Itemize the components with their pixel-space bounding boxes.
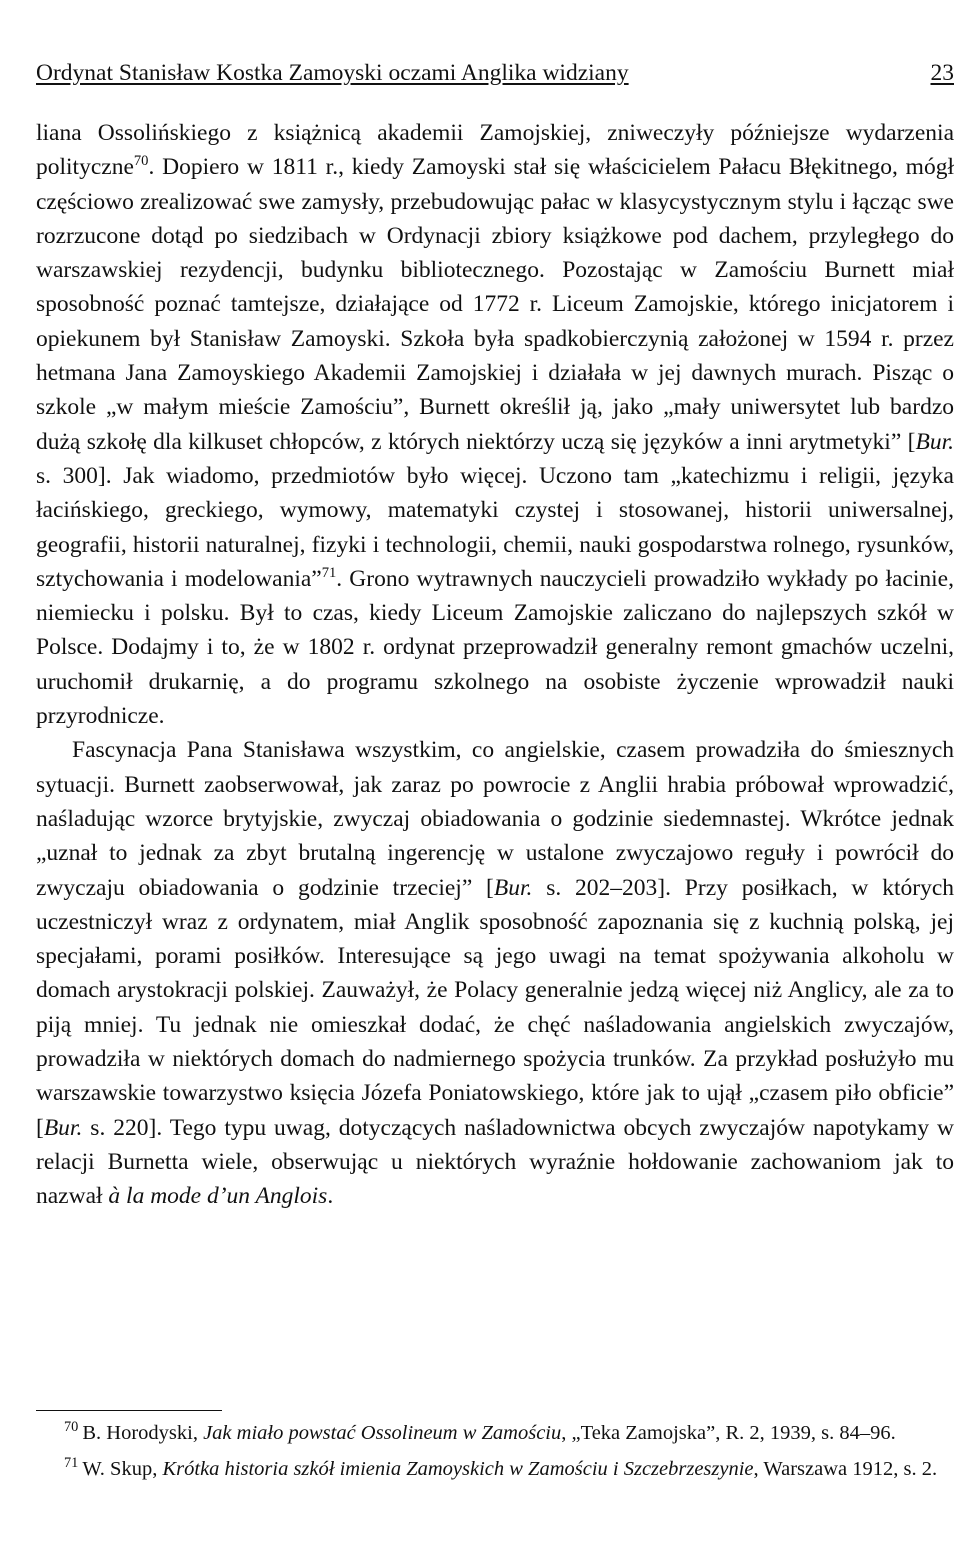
- footnote-title: Jak miało powstać Ossolineum w Zamościu: [203, 1422, 562, 1444]
- citation-abbrev: Bur.: [915, 428, 954, 455]
- footnote-number: 71: [64, 1455, 79, 1472]
- footnote-title: Krótka historia szkół imienia Zamoyskich w Zamościu i Szczebrzeszynie: [162, 1458, 754, 1480]
- paragraph-1-text-b: . Dopiero w 1811 r., kiedy Zamoyski stał się właścicielem Pałacu Błękitnego, mógł częściowo zrealizować swe zamysły, przebudowując pałac w klasycystycznym stylu i łącząc swe rozrzucone dotąd po siedzibach w Ordynacji zbiory książkowe pod dachem, przyległego do warszawskiej rezydencji, budynku bibliotecznego. Pozostając w Zamościu Burnett miał sposobność poznać tamtejsze, działające od 1772 r. Liceum Zamojskie, którego inicjatorem i opiekunem był Stanisław Zamoyski. Szkoła była spadkobierczynią założonej w 1594 r. przez hetmana Jana Zamoyskiego Akademii Zamojskiej i działała w jej dawnych murach. Pisząc o szkole „w małym mieście Zamościu”, Burnett określił ją, jako „mały uniwersytet lub bardzo dużą szkołę dla kilkuset chłopców, z których niektórzy uczą się języków a inni arytmetyki” [: [36, 154, 954, 455]
- footnote-ref-71: 71: [321, 565, 337, 582]
- running-title: Ordynat Stanisław Kostka Zamoyski oczami Anglika widziany: [36, 60, 629, 86]
- paragraph-2-text-b: s. 202–203]. Przy posiłkach, w których uczestniczył wraz z ordynatem, miał Anglik sposobność zapoznania się z kuchnią polską, jej specjałami, porami posiłków. Interesujące są jego uwagi na temat spożywania alkoholu w domach arystokracji polskiej. Zauważył, że Polacy generalnie jedzą więcej niż Anglicy, ale za to piją mniej. Tu jednak nie omieszkał dodać, że chęć naśladowania angielskich zwyczajów, prowadziła w niektórych domach do nadmiernego spożycia trunków. Za przykład posłużyło mu warszawskie towarzystwo księcia Józefa Poniatowskiego, które jak to ujął „czasem piło obficie” [: [36, 874, 954, 1141]
- main-text: [36, 116, 954, 1214]
- paragraph-1-text-c: s. 300]. Jak wiadomo, przedmiotów było więcej. Uczono tam „katechizmu i religii, języka łacińskiego, greckiego, wymowy, matematyki czystej i stosowanej, historii uniwersalnej, geografii, historii naturalnej, fizyki i technologii, chemii, nauki gospodarstwa rolnego, rysunków, sztychowania i modelowania”: [36, 462, 954, 592]
- footnote-text-pre: W. Skup,: [82, 1458, 163, 1480]
- paragraph-2: [36, 733, 954, 1213]
- paragraph-2-text-a: Fascynacja Pana Stanisława wszystkim, co angielskie, czasem prowadziła do śmiesznych sytuacji. Burnett zaobserwował, jak zaraz po powrocie z Anglii hrabia próbował wprowadzić, naśladując wzorce brytyjskie, zwyczaj obiadowania o godzinie siedemnastej. Wkrótce jednak „uznał to jednak za zbyt brutalną ingerencję w ustalone zwyczajowo reguły i powrócił do zwyczaju obiadowania o godzinie trzeciej” [: [36, 737, 954, 901]
- footnote-70: [36, 1418, 954, 1448]
- footnote-text-post: , Warszawa 1912, s. 2.: [753, 1458, 938, 1480]
- footnote-separator: [36, 1410, 222, 1411]
- footnote-text-pre: B. Horodyski,: [82, 1422, 204, 1444]
- footnote-text-post: , „Teka Zamojska”, R. 2, 1939, s. 84–96.: [561, 1422, 896, 1444]
- paragraph-2-text-d: .: [327, 1183, 334, 1210]
- footnote-number: 70: [64, 1419, 79, 1436]
- paragraph-1-text-d: . Grono wytrawnych nauczycieli prowadziło wykłady po łacinie, niemiecku i polsku. Był to czas, kiedy Liceum Zamojskie zaliczano do najlepszych szkół w Polsce. Dodajmy i to, że w 1802 r. ordynat przeprowadził generalny remont gmachów uczelni, uruchomił drukarnię, a do programu szkolnego na osobiste życzenie wprowadził nauki przyrodnicze.: [36, 565, 954, 730]
- paragraph-1-text-a: liana Ossolińskiego z książnicą akademii Zamojskiej, zniweczyły późniejsze wydarzenia polityczne: [36, 120, 954, 181]
- italic-phrase: à la mode d’un Anglois: [108, 1183, 328, 1210]
- page-number: 23: [930, 60, 954, 86]
- citation-abbrev: Bur.: [43, 1114, 83, 1141]
- running-header: [36, 58, 954, 88]
- footnote-ref-70: 70: [133, 153, 149, 170]
- paragraph-1: [36, 116, 954, 733]
- footnote-71: [36, 1454, 954, 1484]
- paragraph-2-text-c: s. 220]. Tego typu uwag, dotyczących naśladownictwa obcych zwyczajów napotykamy w relacji Burnetta wiele, obserwując u niektórych wyraźnie hołdowanie zachowaniom jak to nazwał: [36, 1114, 954, 1210]
- citation-abbrev: Bur.: [493, 874, 533, 901]
- footnotes: [36, 1418, 954, 1490]
